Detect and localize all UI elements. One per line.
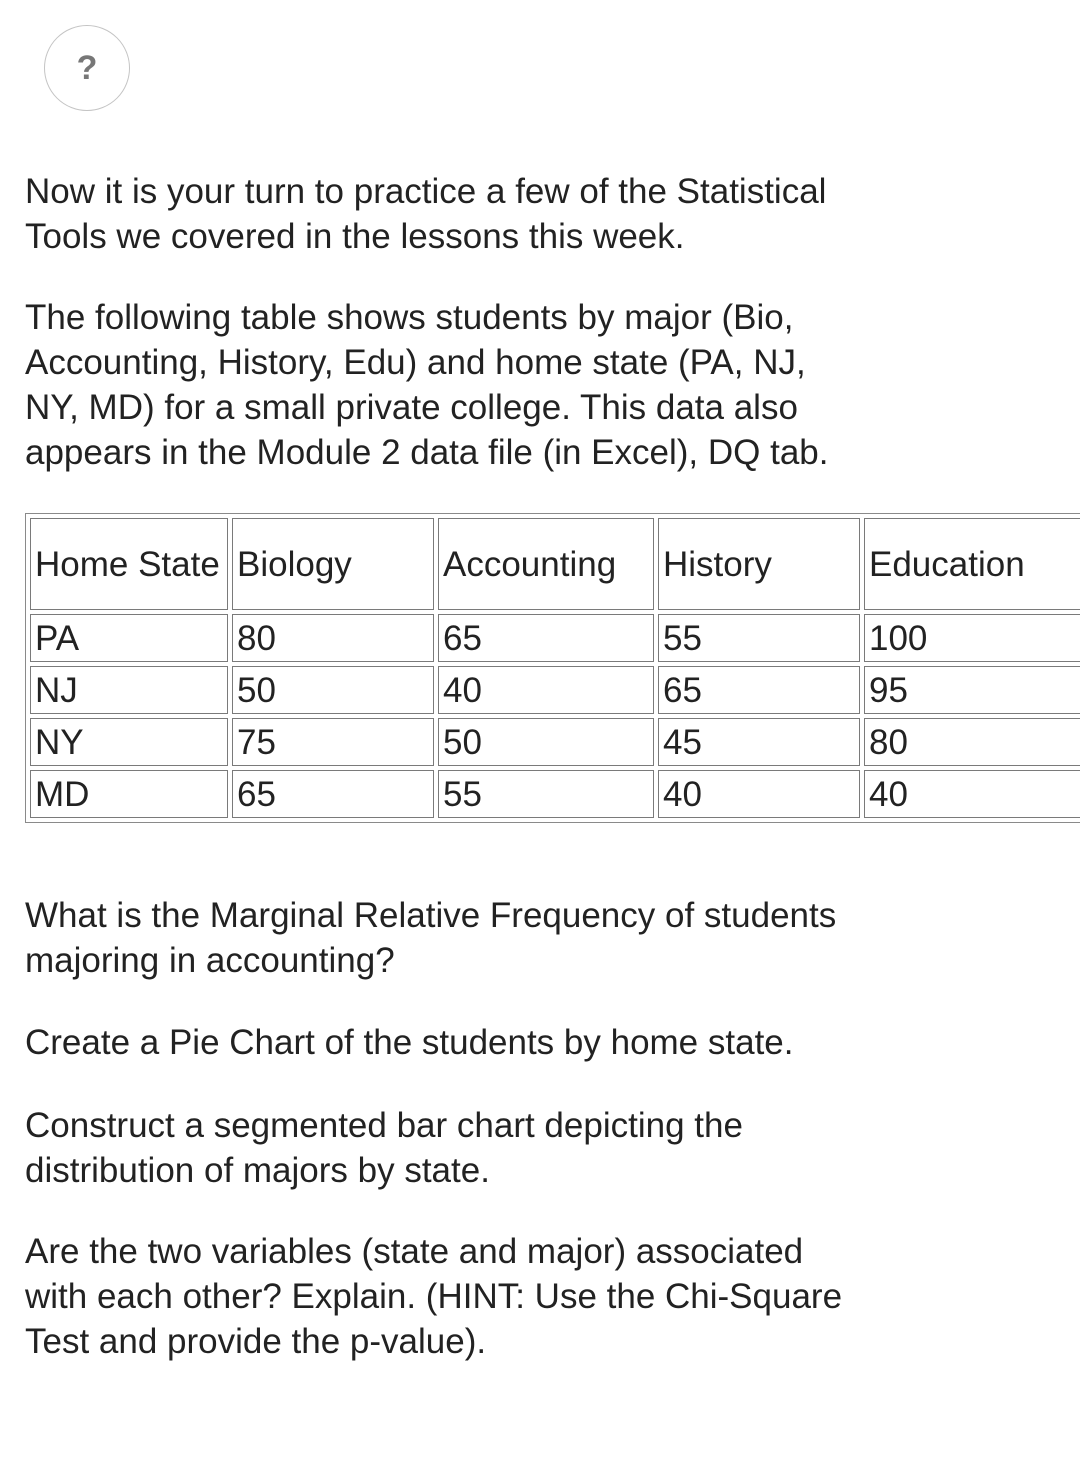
description-line: The following table shows students by major (Bio,	[25, 298, 794, 337]
table-cell: 50	[232, 666, 434, 714]
question-line: Create a Pie Chart of the students by home state.	[25, 1023, 794, 1062]
table-cell: 40	[864, 770, 1080, 818]
table-cell: 40	[438, 666, 654, 714]
header-accounting: Accounting	[438, 518, 654, 610]
intro-paragraph	[25, 169, 1025, 259]
question-line: Construct a segmented bar chart depicting the	[25, 1106, 743, 1145]
description-paragraph	[25, 295, 1025, 475]
header-home-state: Home State	[30, 518, 228, 610]
description-line: appears in the Module 2 data file (in Excel), DQ tab.	[25, 433, 829, 472]
table-cell: MD	[30, 770, 228, 818]
table-cell: 55	[658, 614, 860, 662]
table-cell: 50	[438, 718, 654, 766]
intro-line: Tools we covered in the lessons this week.	[25, 217, 685, 256]
table-cell: 80	[864, 718, 1080, 766]
question-marginal-frequency	[25, 893, 1025, 983]
table-cell: 65	[438, 614, 654, 662]
question-line: Are the two variables (state and major) associated	[25, 1232, 804, 1271]
description-line: Accounting, History, Edu) and home state (PA, NJ,	[25, 343, 806, 382]
question-association	[25, 1229, 1025, 1364]
question-mark-icon: ?	[76, 48, 98, 87]
question-segmented-bar	[25, 1103, 1025, 1193]
table-row	[30, 614, 1080, 662]
question-line: distribution of majors by state.	[25, 1151, 490, 1190]
table-row	[30, 666, 1080, 714]
table-cell: NY	[30, 718, 228, 766]
table-cell: 100	[864, 614, 1080, 662]
intro-line: Now it is your turn to practice a few of the Statistical	[25, 172, 827, 211]
table-header-row	[30, 518, 1080, 610]
table-cell: 65	[232, 770, 434, 818]
table-cell: NJ	[30, 666, 228, 714]
table-cell: 75	[232, 718, 434, 766]
table-cell: 55	[438, 770, 654, 818]
header-biology: Biology	[232, 518, 434, 610]
help-button[interactable]	[44, 25, 130, 111]
table-row	[30, 770, 1080, 818]
header-education: Education	[864, 518, 1080, 610]
table-cell: PA	[30, 614, 228, 662]
table-cell: 95	[864, 666, 1080, 714]
table-row	[30, 718, 1080, 766]
question-line: with each other? Explain. (HINT: Use the Chi-Square	[25, 1277, 843, 1316]
students-by-major-table	[25, 513, 1080, 823]
table-cell: 80	[232, 614, 434, 662]
question-line: majoring in accounting?	[25, 941, 395, 980]
table-cell: 45	[658, 718, 860, 766]
question-pie-chart	[25, 1020, 1025, 1065]
question-line: Test and provide the p-value).	[25, 1322, 487, 1361]
description-line: NY, MD) for a small private college. This data also	[25, 388, 798, 427]
header-history: History	[658, 518, 860, 610]
question-line: What is the Marginal Relative Frequency of students	[25, 896, 837, 935]
table-cell: 40	[658, 770, 860, 818]
table-cell: 65	[658, 666, 860, 714]
